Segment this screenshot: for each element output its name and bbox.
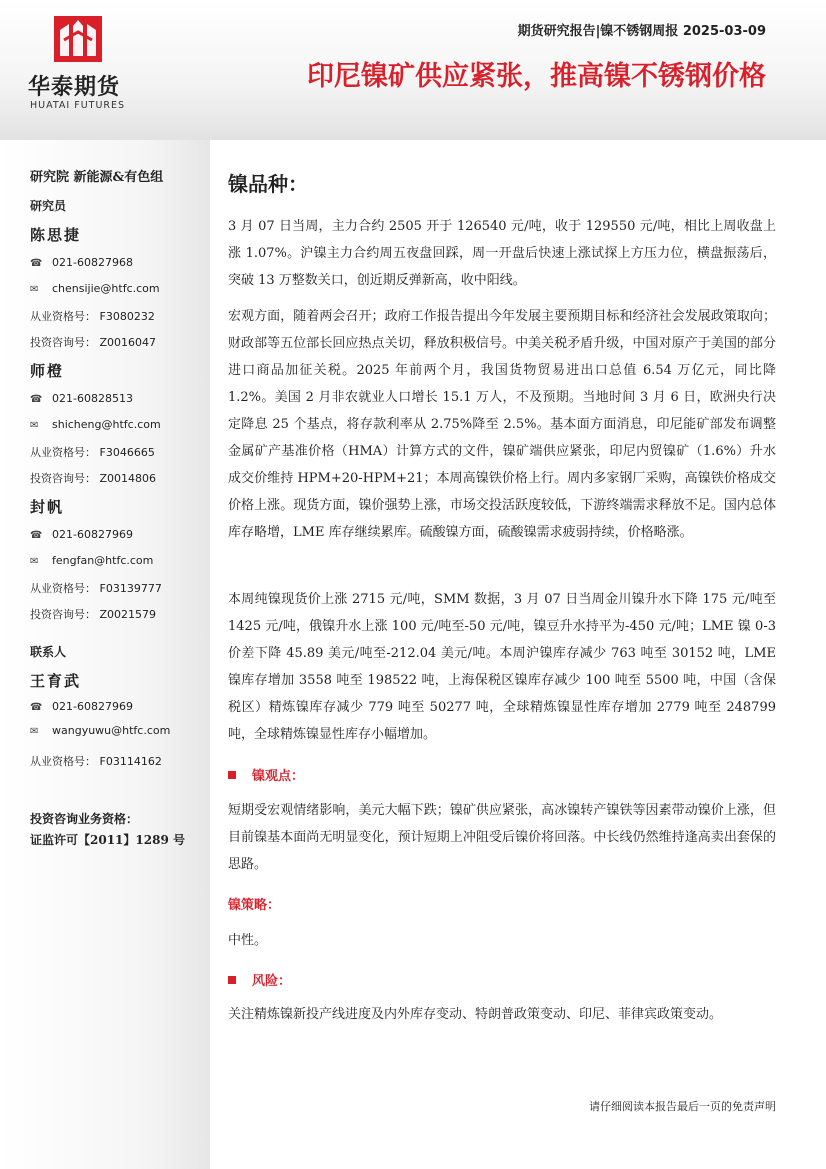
researcher-label: 研究员 [30,199,67,213]
email-row [30,724,170,737]
bullet-square-icon [228,976,236,984]
paragraph-macro: 宏观方面，随着两会召开；政府工作报告提出今年发展主要预期目标和经济社会发展政策取向；财政部等五位部长回应热点关切，释放积极信号。中美关税矛盾升级，中国对原产于美国的部分进口商品加征关税。2025 年前两个月，我国货物贸易进出口总值 6.54 万亿元，同比降 1.2%。美国 2 月非农就业人口增长 15.1 万人，不及预期。当地时间 3 月 6 日，欧洲央行决定降息 25 个基点，将存款利率从 2.75%降至 2.5%。基本面方面消息，印尼能矿部发布调整金属矿产基准价格（HMA）计算方式的文件，镍矿端供应紧张，印尼内贸镍矿（1.6%）升水成交价维持 HPM+20-HPM+21；本周高镍铁价格上行。周内多家钢厂采购，高镍铁价格成交价格上涨。现货方面，镍价强势上涨，市场交投活跃度较低，下游终端需求释放不足。国内总体库存略增，LME 库存继续累库。硫酸镍方面，硫酸镍需求疲弱持续，价格略涨。 [228,309,776,540]
email-link[interactable]: fengfan@htfc.com [52,554,154,567]
investment-consult-number: 投资咨询号： Z0021579 [30,608,157,621]
mail-icon: ✉ [30,556,39,567]
phone-icon: ☎ [30,258,43,269]
license-label: 投资咨询业务资格： [30,812,139,826]
phone-icon: ☎ [30,702,43,713]
risk-label: 风险： [252,974,292,989]
phone-icon: ☎ [30,394,43,405]
mail-icon: ✉ [30,284,39,295]
page-title: 印尼镍矿供应紧张，推高镍不锈钢价格 [307,61,766,92]
paragraph-view: 短期受宏观情绪影响，美元大幅下跌；镍矿供应紧张，高冰镍转产镍铁等因素带动镍价上涨，但目前镍基本面尚无明显变化，预计短期上冲阻受后镍价将回落。中长线仍然维持逢高卖出套保的思路。 [228,803,776,872]
investment-consult-number: 投资咨询号： Z0016047 [30,336,157,349]
paragraph-strategy: 中性。 [228,933,268,948]
paragraph-risk: 关注精炼镍新投产线进度及内外库存变动、特朗普政策变动、印尼、菲律宾政策变动。 [228,1007,723,1022]
phone-number: 021-60827968 [52,256,133,269]
contact-label: 联系人 [30,645,67,659]
phone-row [30,700,133,713]
phone-row [30,392,133,405]
view-heading [228,765,304,784]
phone-row [30,256,133,269]
email-link[interactable]: shicheng@htfc.com [52,418,161,431]
footer-disclaimer: 请仔细阅读本报告最后一页的免责声明 [589,1100,776,1113]
risk-heading [228,970,291,989]
huatai-logo-icon [54,16,102,62]
paragraph-market-summary: 3 月 07 日当周，主力合约 2505 开于 126540 元/吨，收于 129550 元/吨，相比上周收盘上涨 1.07%。沪镍主力合约周五夜盘回踩，周一开盘后快速上涨试探上方压力位，横盘振荡后，突破 13 万整数关口，创近期反弹新高，收中阳线。 [228,219,776,288]
contact-name: 王育武 [30,672,82,690]
brand-name-cn: 华泰期货 [28,75,121,100]
report-tag: 期货研究报告|镍不锈钢周报 2025-03-09 [517,24,766,39]
phone-number: 021-60827969 [52,700,133,713]
phone-icon: ☎ [30,530,43,541]
view-label: 镍观点： [252,769,305,784]
researcher-name: 封帆 [30,498,65,516]
researcher-name: 陈思捷 [30,226,82,244]
mail-icon: ✉ [30,726,39,737]
phone-number: 021-60828513 [52,392,133,405]
phone-number: 021-60827969 [52,528,133,541]
brand-name-en: HUATAI FUTURES [30,100,126,111]
department-label: 研究院 新能源&有色组 [30,170,164,185]
email-row [30,554,153,567]
email-link[interactable]: wangyuwu@htfc.com [52,724,171,737]
section-title: 镍品种： [228,172,308,196]
qualification-number: 从业资格号： F3046665 [30,446,155,459]
qualification-number: 从业资格号： F03114162 [30,755,162,768]
phone-row [30,528,133,541]
email-row [30,282,160,295]
email-link[interactable]: chensijie@htfc.com [52,282,160,295]
mail-icon: ✉ [30,420,39,431]
bullet-square-icon [228,771,236,779]
qualification-number: 从业资格号： F03139777 [30,582,162,595]
license-number: 证监许可【2011】1289 号 [30,833,185,847]
investment-consult-number: 投资咨询号： Z0014806 [30,472,157,485]
qualification-number: 从业资格号： F3080232 [30,310,155,323]
strategy-heading: 镍策略： [228,898,281,913]
researcher-name: 师橙 [30,362,65,380]
paragraph-spot-inventory: 本周纯镍现货价上涨 2715 元/吨，SMM 数据，3 月 07 日当周金川镍升水下降 175 元/吨至 1425 元/吨，俄镍升水上涨 100 元/吨至-50 元/吨，镍豆升水持平为-450 元/吨；LME 镍 0-3 价差下降 45.89 美元/吨至-212.04 美元/吨。本周沪镍库存减少 763 吨至 30152 吨，LME 镍库存增加 3558 吨至 198522 吨，上海保税区镍库存减少 100 吨至 5500 吨，中国（含保税区）精炼镍库存减少 779 吨至 50277 吨，全球精炼镍显性库存增加 2779 吨至 248799 吨，全球精炼镍显性库存小幅增加。 [228,592,776,742]
email-row [30,418,161,431]
